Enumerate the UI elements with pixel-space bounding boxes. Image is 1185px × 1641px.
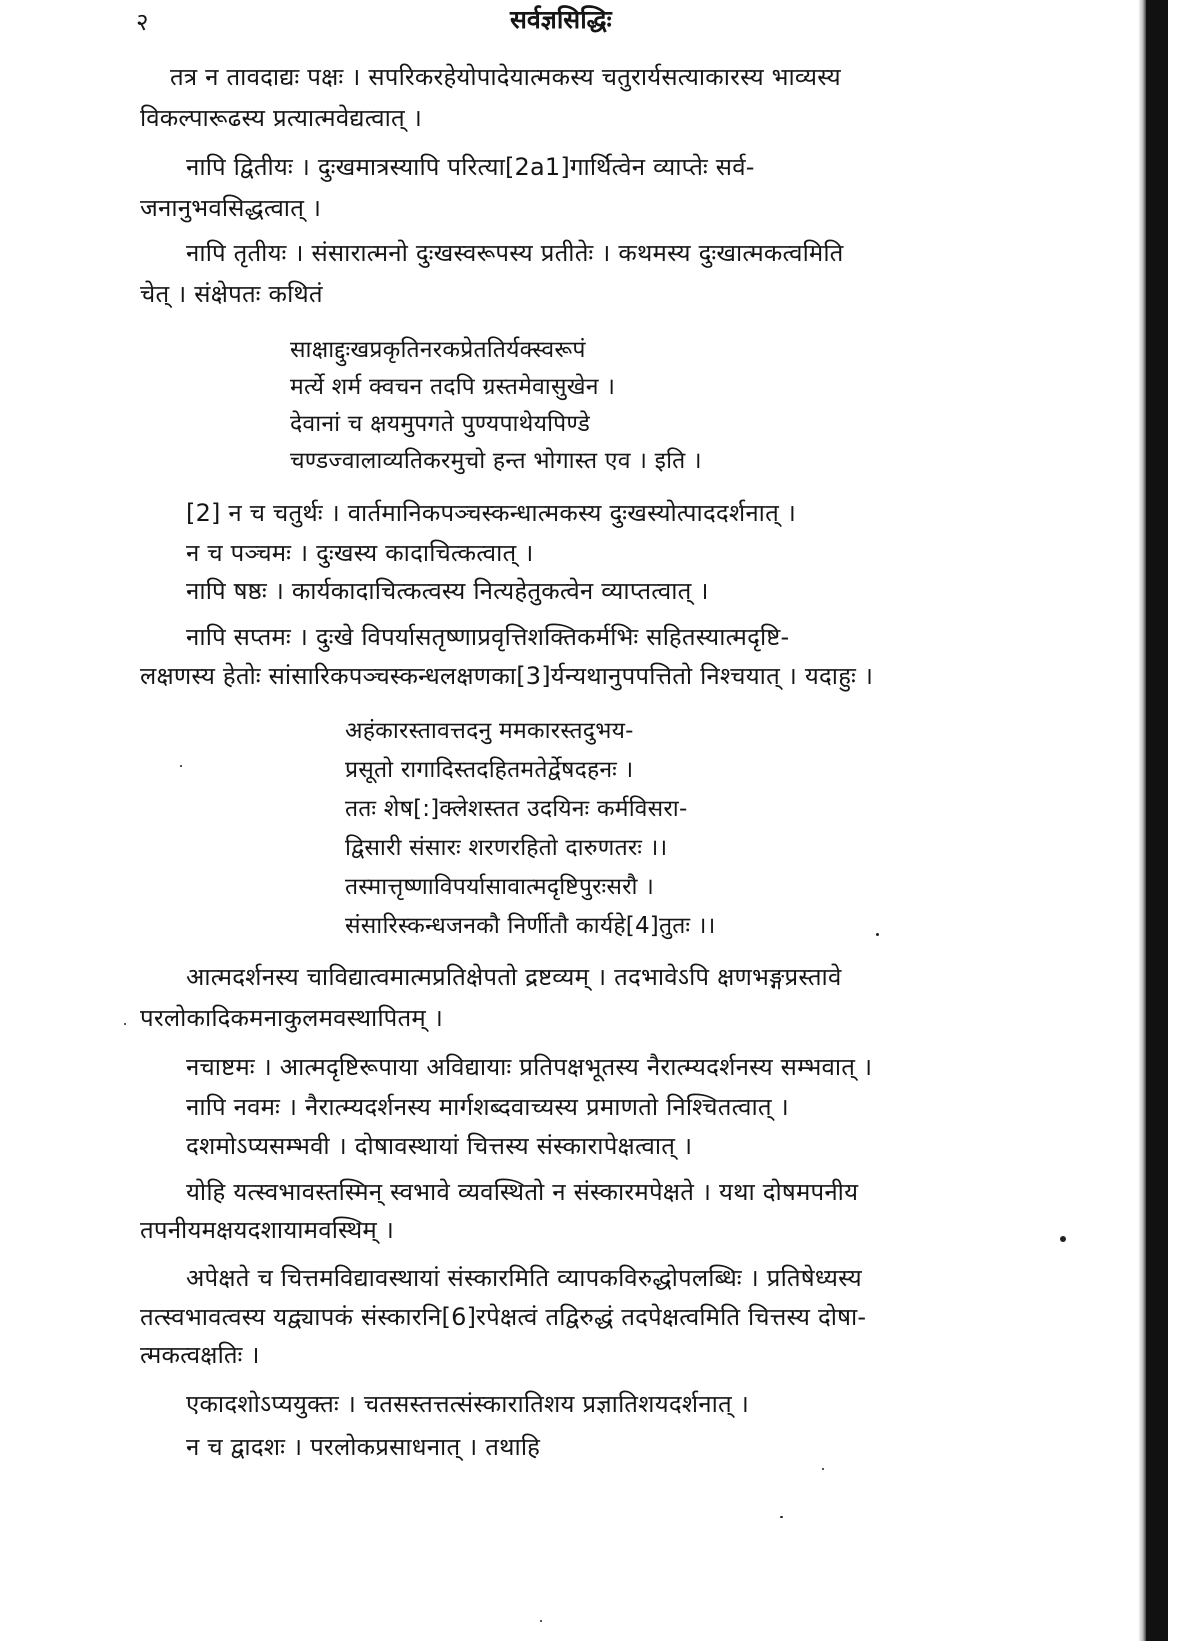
text-line: एकादशोऽप्ययुक्तः । चतसस्तत्तत्संस्कारातिशय प्रज्ञातिशयदर्शनात् । <box>186 1390 750 1418</box>
verse-line: अहंकारस्तावत्तदनु ममकारस्तदुभय- <box>345 718 634 744</box>
page-number: २ <box>136 8 149 36</box>
scan-speck <box>780 1516 783 1518</box>
text-line: विकल्पारूढस्य प्रत्यात्मवेद्यत्वात् । <box>140 104 423 132</box>
text-line: चेत् । संक्षेपतः कथितं <box>140 280 323 308</box>
text-line: नापि नवमः । नैरात्म्यदर्शनस्य मार्गशब्दवाच्यस्य प्रमाणतो निश्चितत्वात् । <box>186 1093 789 1121</box>
text-line: नापि तृतीयः । संसारात्मनो दुःखस्वरूपस्य प्रतीतेः । कथमस्य दुःखात्मकत्वमिति <box>186 239 844 267</box>
verse-line: देवानां च क्षयमुपगते पुण्यपाथेयपिण्डे <box>290 411 590 437</box>
text-line: परलोकादिकमनाकुलमवस्थापितम् । <box>140 1004 444 1032</box>
text-line: तत्र न तावदाद्यः पक्षः । सपरिकरहेयोपादेयात्मकस्य चतुरार्यसत्याकारस्य भाव्यस्य <box>170 63 841 91</box>
text-line: तपनीयमक्षयदशायामवस्थिम् । <box>140 1216 395 1244</box>
text-line: नचाष्टमः । आत्मदृष्टिरूपाया अविद्यायाः प्रतिपक्षभूतस्य नैरात्म्यदर्शनस्य सम्भवात् । <box>186 1053 873 1081</box>
verse-line: मर्त्ये शर्म क्वचन तदपि ग्रस्तमेवासुखेन । <box>290 374 616 400</box>
text-line: नापि द्वितीयः । दुःखमात्रस्यापि परित्या[2a1]गार्थित्वेन व्याप्तेः सर्व- <box>186 153 755 181</box>
text-line: न च पञ्चमः । दुःखस्य कादाचित्कत्वात् । <box>186 539 534 567</box>
text-line: तत्स्वभावत्वस्य यद्व्यापकं संस्कारनि[6]रपेक्षत्वं तद्विरुद्धं तदपेक्षत्वमिति चित्तस्य दोषा- <box>140 1303 867 1331</box>
running-header-title: सर्वज्ञसिद्धिः <box>510 5 612 34</box>
scan-speck <box>124 1023 126 1025</box>
text-line: आत्मदर्शनस्य चाविद्यात्वमात्मप्रतिक्षेपतो द्रष्टव्यम् । तदभावेऽपि क्षणभङ्गप्रस्तावे <box>186 963 842 991</box>
scan-speck <box>822 1468 824 1470</box>
text-line: न च द्वादशः । परलोकप्रसाधनात् । तथाहि <box>186 1433 541 1461</box>
text-line: दशमोऽप्यसम्भवी । दोषावस्थायां चित्तस्य संस्कारापेक्षत्वात् । <box>186 1132 693 1160</box>
verse-line: तस्मात्तृष्णाविपर्यासावात्मदृष्टिपुरःसरौ । <box>345 874 655 900</box>
verse-line: द्विसारी संसारः शरणरहितो दारुणतरः ।। <box>345 835 668 861</box>
text-line: [2] न च चतुर्थः । वार्तमानिकपञ्चस्कन्धात्मकस्य दुःखस्योत्पाददर्शनात् । <box>186 499 797 527</box>
text-line: जनानुभवसिद्धत्वात् । <box>140 194 322 222</box>
scan-speck <box>540 1620 542 1622</box>
verse-line: चण्डज्वालाव्यतिकरमुचो हन्त भोगास्त एव । इति । <box>290 448 702 474</box>
book-spine-edge <box>1146 0 1168 1641</box>
text-line: अपेक्षते च चित्तमविद्यावस्थायां संस्कारमिति व्यापकविरुद्धोपलब्धिः । प्रतिषेध्यस्य <box>186 1264 862 1292</box>
scan-speck <box>876 933 879 936</box>
scan-speck <box>180 765 182 767</box>
text-line: नापि सप्तमः । दुःखे विपर्यासतृष्णाप्रवृत्तिशक्तिकर्मभिः सहितस्यात्मदृष्टि- <box>186 623 790 651</box>
scan-speck <box>1060 1236 1066 1242</box>
verse-line: प्रसूतो रागादिस्तदहितमतेर्द्वेषदहनः । <box>345 757 634 783</box>
verse-line: संसारिस्कन्धजनकौ निर्णीतौ कार्यहे[4]तुतः ।। <box>345 913 716 939</box>
verse-line: ततः शेष[:]क्लेशस्तत उदयिनः कर्मविसरा- <box>345 796 688 822</box>
text-line: त्मकत्वक्षतिः । <box>140 1341 260 1369</box>
text-line: योहि यत्स्वभावस्तस्मिन् स्वभावे व्यवस्थितो न संस्कारमपेक्षते । यथा दोषमपनीय <box>186 1178 859 1206</box>
text-line: नापि षष्ठः । कार्यकादाचित्कत्वस्य नित्यहेतुकत्वेन व्याप्तत्वात् । <box>186 577 709 605</box>
page-gutter-shadow <box>1138 0 1146 1641</box>
verse-line: साक्षाद्दुःखप्रकृतिनरकप्रेततिर्यक्स्वरूपं <box>290 337 586 363</box>
text-line: लक्षणस्य हेतोः सांसारिकपञ्चस्कन्धलक्षणका[3]र्यन्यथानुपपत्तितो निश्चयात् । यदाहुः । <box>140 662 874 690</box>
